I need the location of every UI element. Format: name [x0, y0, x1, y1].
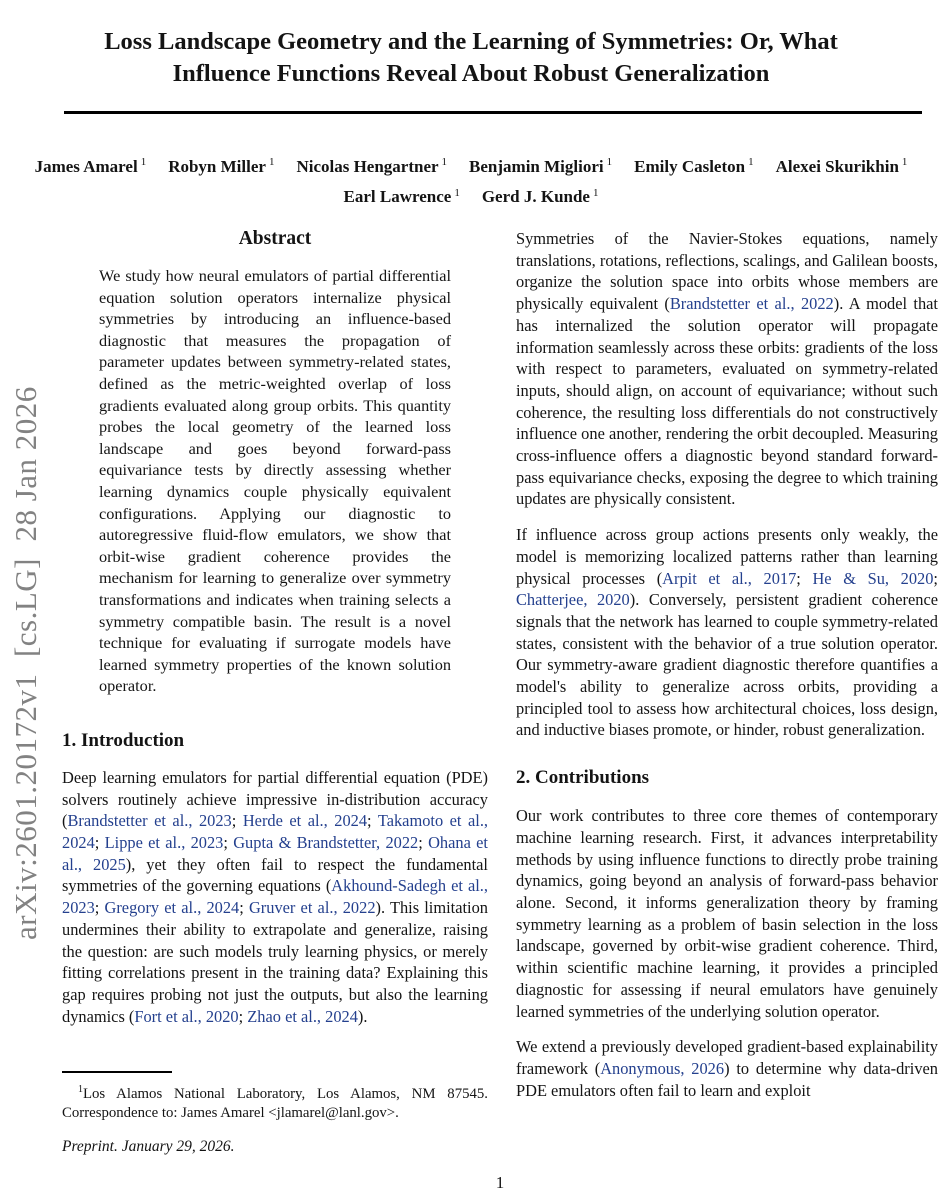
citation-link[interactable]: He & Su, 2020	[812, 568, 934, 588]
citation-link[interactable]: Gregory et al., 2024	[104, 898, 240, 918]
author-name: Earl Lawrence $^1$	[343, 186, 460, 207]
authors-row-1	[0, 149, 942, 180]
citation-link[interactable]: Lippe et al., 2023	[104, 832, 224, 852]
author-affiliation-marker: 1	[268, 156, 275, 168]
text-segment: ), yet they often fail to respect the fundamental symmetries of the governing equations (	[62, 854, 488, 896]
abstract-text: We study how neural emulators of partial differential equation solution operators internalize physical symmetries by introducing an influence-based diagnostic that measures the propagation of parameter updates between symmetry-related states, defined as the metric-weighted overlap of loss gradients evaluated along group orbits. This quantity probes the local geometry of the learned loss landscape and goes beyond forward-pass equivariance tests by directly assessing whether learning dynamics couple physically equivalent configurations. Applying our diagnostic to autoregressive fluid-flow emulators, we show that orbit-wise gradient coherence provides the mechanism for learning to generalize over symmetry transformations and indicates when training selects a symmetry compatible basin. The result is a novel technique for evaluating if surrogate models have learned symmetry properties of the known solution operator.	[99, 266, 451, 696]
affiliation-footnote	[62, 1071, 488, 1156]
text-segment: Deep learning emulators for partial differential equation (PDE) solvers routinely achieve impressive in-distribution accuracy (	[62, 767, 488, 831]
author-name: Benjamin Migliori $^1$	[469, 156, 613, 176]
text-segment: Our work contributes to three core themes of contemporary machine learning research. First, it advances interpretability methods by using influence functions to directly probe training dynamics, going beyond an analysis of forward-pass behavior alone. Second, it informs generalization theory by framing symmetry learning as a problem of basin selection in the loss landscape, governed by orbit-wise gradient coherence. Third, within scientific machine learning, it provides a principled diagnostic for assessing if neural emulators have genuinely learned symmetries of the underlying solution operator.	[516, 806, 938, 1021]
citation-link[interactable]: Takamoto et al., 2024	[62, 811, 488, 852]
text-segment: ;	[239, 898, 249, 918]
text-segment: ) to determine why data-driven PDE emulators often fail to learn and exploit	[516, 1058, 938, 1100]
text-segment: We extend a previously developed gradient-based explainability framework (	[516, 1037, 938, 1078]
footnote-text	[62, 1080, 488, 1123]
text-segment: ;	[796, 568, 813, 588]
author-affiliation-marker: 1	[901, 156, 908, 168]
text-segment: Los Alamos National Laboratory, Los Alamos, NM 87545. Correspondence to: James Amarel <jlamarel@lanl.gov>.	[62, 1085, 488, 1121]
introduction-paragraph	[62, 767, 488, 1027]
citation-link[interactable]: Ohana et al., 2025	[62, 832, 488, 874]
footnote-divider	[62, 1071, 172, 1073]
citation-link[interactable]: Gupta & Brandstetter, 2022	[233, 832, 419, 852]
right-column	[516, 228, 938, 1101]
author-affiliation-marker: 1	[592, 186, 599, 199]
author-affiliation-marker: 1	[748, 156, 754, 168]
text-segment: ). A model that has internalized the solution operator will propagate information seamlessly across these orbits: gradients of the loss with respect to parameters, evaluated on symmetry-related inputs, should align, on account of equivariance; without such coherence, the resulting loss differentials do not constructively influence one another, rendering the orbit decoupled. Measuring cross-influence offers a diagnostic beyond standard forward-pass equivariance checks, exposing the degree to which training updates are physically consistent.	[516, 294, 938, 509]
author-block	[0, 149, 942, 210]
text-segment: ;	[367, 811, 378, 831]
text-segment: ;	[231, 811, 243, 831]
citation-link[interactable]: Arpit et al., 2017	[662, 568, 797, 588]
preprint-date-note: Preprint. January 29, 2026.	[62, 1137, 235, 1155]
citation-link[interactable]: Chatterjee, 2020	[516, 590, 630, 610]
paper-title	[0, 26, 942, 89]
body-paragraph-framework	[516, 1036, 938, 1101]
author-name: Alexei Skurikhin $^1$	[775, 156, 908, 176]
author-name: James Amarel $^1$	[34, 156, 147, 176]
body-paragraph-contributions	[516, 805, 938, 1022]
text-segment: ). This limitation undermines their ability to extrapolate and generalize, raising the question: are such models truly learning physics, or merely fitting correlations present in the training data? Explaining this gap requires probing not just the outputs, but also the learning dynamics (	[62, 898, 488, 1026]
citation-link[interactable]: Herde et al., 2024	[242, 811, 368, 831]
author-name: Gerd J. Kunde $^1$	[481, 186, 599, 207]
text-segment: ). Conversely, persistent gradient coherence signals that the network has learned to couple symmetry-related states, consistent with the behavior of a true solution operator. Our symmetry-aware gradient diagnostic therefore quantifies a model's ability to generalize across orbits, providing a principled tool to assess how architectural choices, loss design, and inductive biases promote, or hinder, robust generalization.	[516, 590, 938, 740]
author-affiliation-marker: 1	[140, 156, 147, 168]
author-name: Emily Casleton $^1$	[634, 156, 754, 176]
citation-link[interactable]: Akhound-Sadegh et al., 2023	[62, 876, 488, 918]
citation-link[interactable]: Brandstetter et al., 2023	[67, 811, 232, 831]
author-name: Nicolas Hengartner $^1$	[296, 156, 448, 176]
authors-row-2	[0, 180, 942, 211]
text-segment: If influence across group actions presents only weakly, the model is memorizing localized patterns rather than learning physical processes (	[516, 525, 938, 588]
citation-link[interactable]: Gruver et al., 2022	[248, 898, 376, 918]
text-segment: ).	[357, 1006, 368, 1026]
paper-title-line1: Loss Landscape Geometry and the Learning of Symmetries: Or, What	[104, 28, 838, 55]
text-segment: ;	[418, 832, 429, 852]
citation-link[interactable]: Brandstetter et al., 2022	[669, 294, 834, 314]
section-heading-introduction: 1. Introduction	[62, 729, 185, 751]
citation-link[interactable]: Zhao et al., 2024	[247, 1006, 358, 1026]
text-segment: ;	[238, 1006, 248, 1026]
text-segment: ;	[223, 832, 234, 852]
text-segment: ;	[94, 898, 105, 918]
arxiv-watermark: arXiv:2601.20172v1 [cs.LG] 28 Jan 2026	[8, 386, 43, 940]
abstract-heading: Abstract	[238, 228, 312, 249]
author-name: Robyn Miller $^1$	[168, 156, 275, 176]
citation-link[interactable]: Anonymous, 2026	[600, 1058, 725, 1078]
author-affiliation-marker: 1	[454, 186, 460, 199]
author-affiliation-marker: 1	[606, 156, 613, 168]
text-segment: ;	[94, 832, 105, 852]
title-divider	[64, 111, 922, 114]
body-paragraph-symmetries	[516, 228, 938, 510]
footnote-marker: 1	[78, 1083, 83, 1095]
citation-link[interactable]: Fort et al., 2020	[134, 1006, 239, 1026]
left-column	[62, 228, 488, 1027]
page-number: 1	[495, 1173, 505, 1192]
paper-title-line2: Influence Functions Reveal About Robust Generalization	[172, 59, 770, 87]
text-segment: Symmetries of the Navier-Stokes equations, namely translations, rotations, reflections, scalings, and Galilean boosts, organize the solution space into orbits whose members are physically equivalent (	[516, 229, 938, 314]
body-paragraph-influence	[516, 524, 938, 741]
text-segment: ;	[933, 568, 938, 588]
section-heading-contributions: 2. Contributions	[516, 767, 650, 789]
author-affiliation-marker: 1	[441, 156, 448, 168]
